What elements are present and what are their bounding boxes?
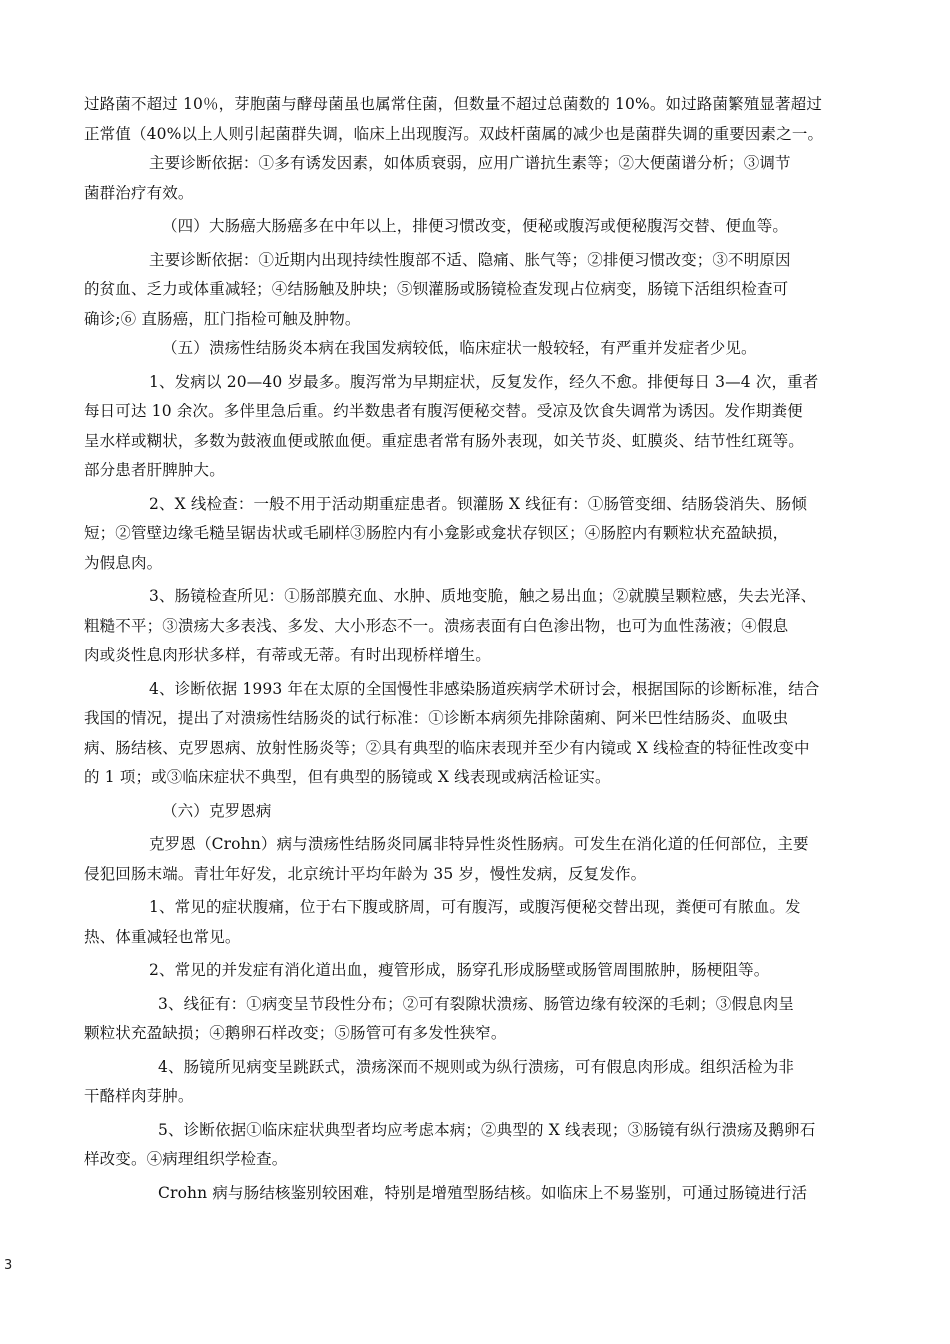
page-number: 3 [4,1258,13,1273]
text-line: 主要诊断依据：①多有诱发因素，如体质衰弱，应用广谱抗生素等；②大便菌谱分析；③调节 [149,154,791,172]
text-line: 呈水样或糊状，多数为鼓液血便或脓血便。重症患者常有肠外表现，如关节炎、虹膜炎、结节性红斑等。 [84,431,804,450]
text-line: Crohn 病与肠结核鉴别较困难，特别是增殖型肠结核。如临床上不易鉴别，可通过肠镜进行活 [158,1183,808,1202]
text-line: 1、发病以 20—40 岁最多。腹泻常为早期症状，反复发作，经久不愈。排便每日 3—4 次，重者 [149,372,819,391]
text-line: 3、肠镜检查所见：①肠部膜充血、水肿、质地变脆，触之易出血；②就膜呈颗粒感，失去光泽、 [149,587,817,605]
text-line: 每日可达 10 余次。多伴里急后重。约半数患者有腹泻便秘交替。受凉及饮食失调常为诱因。发作期粪便 [84,402,803,420]
text-line: 热、体重减轻也常见。 [84,927,241,946]
text-line: 粗糙不平；③溃疡大多表浅、多发、大小形态不一。溃疡表面有白色渗出物，也可为血性荡液；④假息 [84,616,789,635]
document-body [84,90,864,1208]
text-line: 4、肠镜所见病变呈跳跃式，溃疡深而不规则或为纵行溃疡，可有假息肉形成。组织活检为非 [158,1057,795,1076]
text-line: 主要诊断依据：①近期内出现持续性腹部不适、隐痛、胀气等；②排便习惯改变；③不明原因 [149,250,791,269]
text-line: 过路菌不超过 10％，芽胞菌与酵母菌虽也属常住菌，但数量不超过总菌数的 10%。如过路菌繁殖显著超过 [84,95,823,113]
text-line: 5、诊断依据①临床症状典型者均应考虑本病；②典型的 X 线表现；③肠镜有纵行溃疡及鹅卵石 [158,1120,816,1139]
text-line: 干酪样肉芽肿。 [84,1087,194,1105]
section-heading-4: （四）大肠癌大肠癌多在中年以上，排便习惯改变，便秘或腹泻或便秘腹泻交替、便血等。 [162,217,789,235]
text-line: 病、肠结核、克罗恩病、放射性肠炎等；②具有典型的临床表现并至少有内镜或 X 线检查的特征性改变中 [84,738,810,757]
text-line: 正常值（40%以上人则引起菌群失调，临床上出现腹泻。双歧杆菌属的减少也是菌群失调的重要因素之一。 [84,124,824,143]
text-line: 4、诊断依据 1993 年在太原的全国慢性非感染肠道疾病学术研讨会，根据国际的诊断标准，结合 [149,679,820,698]
text-line: 样改变。④病理组织学检查。 [84,1150,288,1168]
text-line: 确诊;⑥ 直肠癌，肛门指检可触及肿物。 [84,309,361,328]
text-line: 克罗恩（Crohn）病与溃疡性结肠炎同属非特异性炎性肠病。可发生在消化道的任何部位，主要 [149,835,809,853]
section-heading-6: （六）克罗恩病 [162,801,272,820]
text-line: 为假息肉。 [84,553,163,572]
text-line: 短；②管壁边缘毛糙呈锯齿状或毛刷样③肠腔内有小龛影或龛状存钡区；④肠腔内有颗粒状充盈缺损， [84,524,789,542]
text-line: 2、常见的并发症有消化道出血，瘦管形成，肠穿孔形成肠壁或肠管周围脓肿，肠梗阻等。 [149,961,770,979]
text-line: 3、线征有：①病变呈节段性分布；②可有裂隙状溃疡、肠管边缘有较深的毛刺；③假息肉呈 [158,994,795,1013]
text-line: 的 1 项；或③临床症状不典型，但有典型的肠镜或 X 线表现或病活检证实。 [84,768,611,786]
text-line: 我国的情况，提出了对溃疡性结肠炎的试行标准：①诊断本病须先排除菌痢、阿米巴性结肠炎、血吸虫 [84,709,789,727]
section-heading-5: （五）溃疡性结肠炎本病在我国发病较低，临床症状一般较轻，有严重并发症者少见。 [162,339,757,357]
text-line: 颗粒状充盈缺损；④鹅卵石样改变；⑤肠管可有多发性狭窄。 [84,1024,507,1042]
text-line: 1、常见的症状腹痛，位于右下腹或脐周，可有腹泻，或腹泻便秘交替出现，粪便可有脓血。发 [149,898,801,916]
text-line: 肉或炎性息肉形状多样，有蒂或无蒂。有时出现桥样增生。 [84,646,491,664]
text-line: 部分患者肝脾肿大。 [84,461,225,479]
text-line: 的贫血、乏力或体重减轻；④结肠触及肿块；⑤钡灌肠或肠镜检查发现占位病变，肠镜下活组织检查可 [84,280,789,298]
text-line: 菌群治疗有效。 [84,183,194,202]
text-line: 2、X 线检查：一般不用于活动期重症患者。钡灌肠 X 线征有：①肠管变细、结肠袋消失、肠倾 [149,494,807,513]
text-line: 侵犯回肠末端。青壮年好发，北京统计平均年龄为 35 岁，慢性发病，反复发作。 [84,864,647,883]
